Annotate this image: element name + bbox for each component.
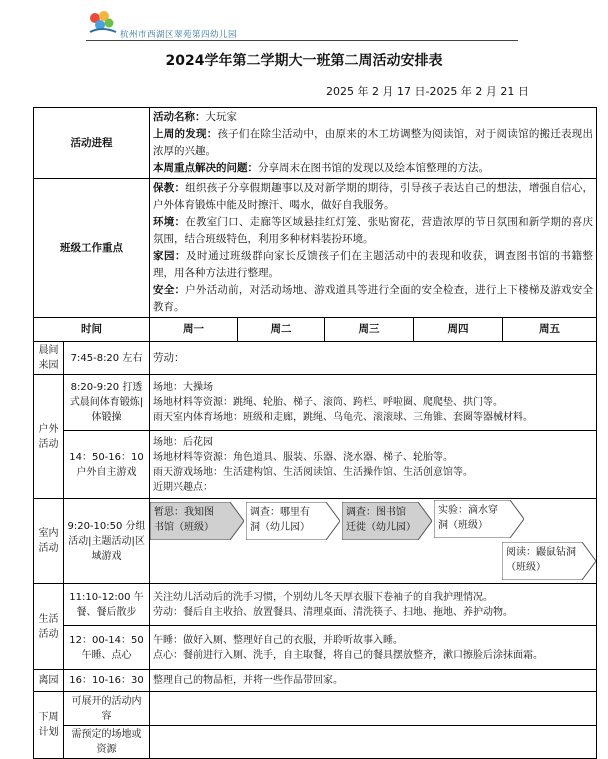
life-slot2-time: 12：00-14：50 午睡、点心 [64, 626, 150, 670]
outdoor-slot1-line: 场地材料等资源：跳绳、轮胎、梯子、滚筒、跨栏、呼啦圈、爬爬垫、拱门等。 [153, 397, 503, 408]
tuesday-header: 周二 [238, 318, 325, 342]
care-label: 保教： [153, 182, 186, 194]
morning-time: 7:45-8:20 左右 [64, 342, 150, 375]
outdoor-slot1-content [150, 375, 597, 431]
next-week-label: 下周计划 [34, 692, 64, 759]
outdoor-slot1-line: 雨天室内体育场地：班级和走廊，跳绳、乌龟壳、滚滚球、三角锥、套圈等器械材料。 [153, 412, 533, 423]
life-slot1-line: 关注幼儿活动后的洗手习惯，个别幼儿冬天厚衣服下卷袖子的自我护理情况。 [153, 591, 493, 603]
life-slot1-line: 劳动：餐后自主收拾、放置餐具、清理桌面、清洗筷子、扫地、拖地、养护动物。 [153, 606, 513, 618]
schedule-table [33, 107, 597, 759]
last-week-text: 孩子们在除尘活动中，由原来的木工坊调整为阅读馆，对于阅读馆的搬迁表现出浓厚的兴趣。 [153, 128, 594, 157]
indoor-step-2: 调查：哪里有 洞（幼儿园） [246, 502, 340, 540]
indoor-time: 9:20-10:50 分组活动|主题活动|区域游戏 [64, 499, 150, 584]
indoor-label: 室内活动 [34, 499, 64, 584]
leave-time: 16：10-16：30 [64, 670, 150, 692]
outdoor-slot2-time: 14：50-16：10 户外自主游戏 [64, 431, 150, 499]
leave-text: 整理自己的物品柜，并将一些作品带回家。 [150, 670, 597, 692]
school-name: 杭州市西湖区翠苑第四幼儿园 [120, 30, 238, 40]
outdoor-slot2-line: 场地：后花园 [153, 436, 213, 448]
friday-header: 周五 [503, 318, 597, 342]
life-slot1-time: 11:10-12:00 午餐、餐后散步 [64, 584, 150, 626]
outdoor-slot2-line: 雨天游戏场地：生活建构馆、生活阅读馆、生活操作馆、生活创意馆等。 [153, 466, 473, 478]
outdoor-slot1-time: 8:20-9:20 打透式晨间体育锻炼|体锻操 [64, 375, 150, 431]
indoor-step-4: 实验：滴水穿 洞（班级） [434, 500, 524, 538]
outdoor-label: 户外活动 [34, 375, 64, 499]
school-logo [86, 10, 286, 38]
life-label: 生活活动 [34, 584, 64, 670]
home-school-text: 及时通过班级群向家长反馈孩子们在主题活动中的表现和收获，调查图书馆的书籍整理，用各种方法进行整理。 [153, 250, 594, 279]
environment-text: 在教室门口、走廊等区域悬挂红灯笼、张贴窗花，营造浓厚的节日氛围和新学期的喜庆氛围，结合班级特色，利用多种材料装扮环境。 [153, 216, 594, 245]
thursday-header: 周四 [414, 318, 503, 342]
time-header: 时间 [34, 318, 150, 342]
outdoor-slot2-line: 近期兴趣点： [153, 481, 213, 493]
life-slot2-content [150, 626, 597, 670]
school-logo-icon [86, 10, 120, 38]
next-week-row2-content [150, 726, 597, 759]
date-range: 2025 年 2 月 17 日-2025 年 2 月 21 日 [326, 85, 529, 98]
leave-label: 离园 [34, 670, 64, 692]
next-week-row2-label: 需预定的场地或资源 [64, 726, 150, 759]
outdoor-slot1-line: 场地：大操场 [153, 382, 213, 393]
indoor-step-1: 暂思：我知图 书馆（班级） [150, 502, 244, 540]
class-work-content [150, 179, 597, 318]
focus-text: 分享周末在图书馆的发现以及绘本馆整理的方法。 [258, 162, 489, 174]
activity-progress-label: 活动进程 [34, 108, 150, 179]
activity-progress-content [150, 108, 597, 179]
class-work-label: 班级工作重点 [34, 179, 150, 318]
monday-header: 周一 [150, 318, 238, 342]
last-week-label: 上周的发现： [153, 128, 218, 140]
activity-name-value: 大玩家 [205, 111, 237, 123]
morning-text: 劳动： [150, 342, 597, 375]
safety-label: 安全： [153, 284, 186, 296]
indoor-step-5: 阅读：鼹鼠钻洞 （班级） [502, 542, 596, 580]
life-slot2-line: 午睡：做好入厕、整理好自己的衣服，并聆听故事入睡。 [153, 634, 403, 646]
care-text: 组织孩子分享假期趣事以及对新学期的期待，引导孩子表达自己的想法，增强自信心，户外体育锻炼中能及时擦汗、喝水，做好自我服务。 [153, 182, 594, 211]
life-slot1-content [150, 584, 597, 626]
wednesday-header: 周三 [325, 318, 414, 342]
environment-label: 环境： [153, 216, 186, 228]
indoor-step-3: 调查：图书馆 迁徙（幼儿园） [342, 502, 432, 540]
indoor-flow [150, 499, 597, 584]
life-slot2-line: 点心：餐前进行入厕、洗手，自主取餐，将自己的餐具摆放整齐，漱口擦脸后涂抹面霜。 [153, 649, 543, 661]
home-school-label: 家园： [153, 250, 187, 262]
safety-text: 户外活动前，对活动场地、游戏道具等进行全面的安全检查，进行上下楼梯及游戏安全教育。 [153, 284, 594, 313]
outdoor-slot2-line: 场地材料等资源：角色道具、服装、乐器、浇水器、梯子、轮胎等。 [153, 451, 453, 463]
header-divider [86, 40, 518, 41]
page-title: 2024学年第二学期大一班第二周活动安排表 [165, 53, 443, 69]
next-week-row1-label: 可展开的活动内容 [64, 692, 150, 726]
next-week-row1-content [150, 692, 597, 726]
morning-label: 晨间来园 [34, 342, 64, 375]
focus-label: 本周重点解决的问题： [153, 162, 258, 174]
outdoor-slot2-content [150, 431, 597, 499]
activity-name-label: 活动名称： [153, 111, 206, 123]
